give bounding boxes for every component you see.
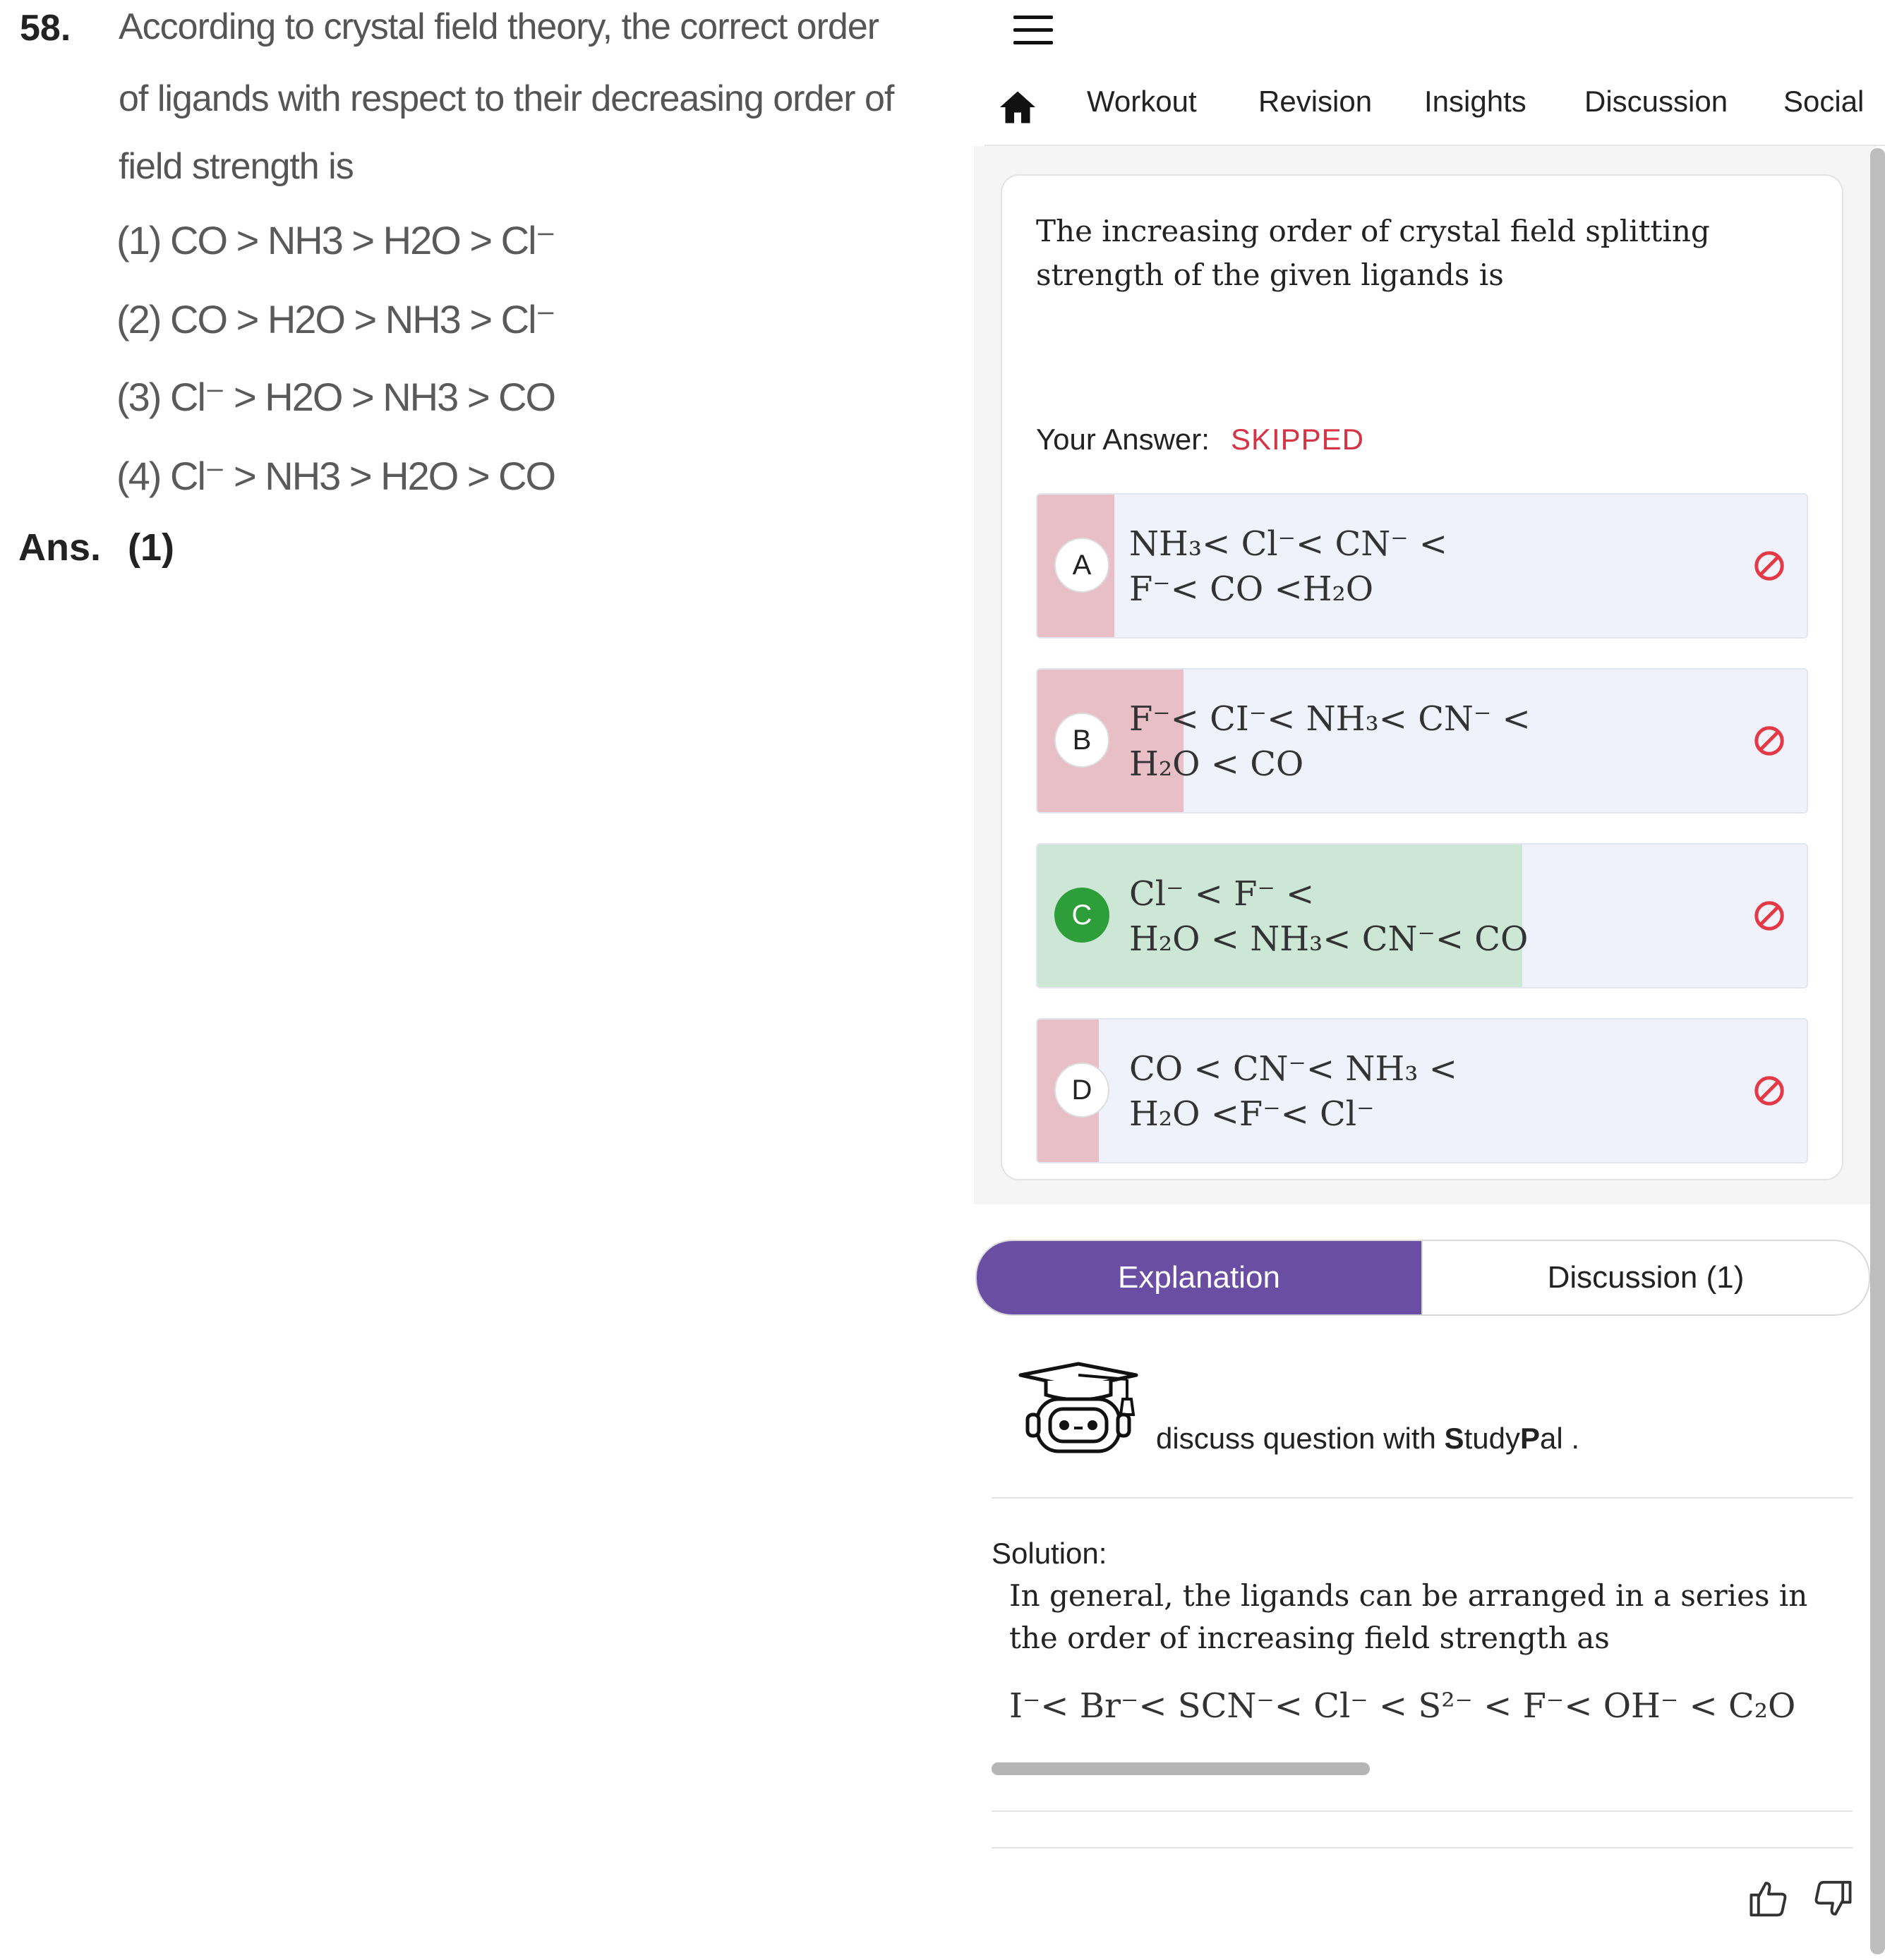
scan-option-text: CO > NH3 > H2O > Cl⁻ <box>170 218 555 262</box>
option-text <box>1129 521 1447 612</box>
scan-option-label: (2) <box>116 297 161 341</box>
tab-explanation[interactable]: Explanation <box>977 1241 1421 1314</box>
menu-icon[interactable] <box>1013 16 1053 47</box>
solution-series: I⁻< Br⁻< SCN⁻< Cl⁻ < S²⁻ < F⁻< OH⁻ < C₂O <box>1009 1686 1796 1726</box>
your-answer-label: Your Answer: <box>1036 423 1210 456</box>
studypal-brand-al: al <box>1539 1422 1563 1455</box>
studypal-prefix: discuss question with <box>1156 1422 1445 1455</box>
nav-workout[interactable]: Workout <box>1087 85 1197 118</box>
option-text <box>1129 1046 1457 1137</box>
thumbs-up-icon[interactable] <box>1747 1877 1790 1920</box>
block-icon <box>1753 1075 1785 1107</box>
option-b[interactable] <box>1036 668 1808 813</box>
scan-option-text: Cl⁻ > H2O > NH3 > CO <box>170 375 555 419</box>
horizontal-scrollbar[interactable] <box>992 1762 1370 1775</box>
option-d[interactable] <box>1036 1018 1808 1163</box>
option-line-2: H₂O <F⁻< Cl⁻ <box>1129 1094 1375 1134</box>
scanned-question <box>0 0 939 1960</box>
scan-option-4 <box>116 453 555 500</box>
scan-option-text: CO > H2O > NH3 > Cl⁻ <box>170 297 555 341</box>
thumbs-down-icon[interactable] <box>1811 1877 1855 1920</box>
divider <box>992 1497 1853 1499</box>
option-letter: A <box>1054 538 1109 593</box>
studypal-link[interactable] <box>1156 1422 1579 1456</box>
explanation-tabs <box>975 1240 1870 1316</box>
question-line-2: of ligands with respect to their decreasing order of <box>119 78 894 119</box>
home-icon[interactable] <box>996 86 1039 128</box>
divider <box>992 1810 1853 1812</box>
nav-discussion[interactable]: Discussion <box>1584 85 1728 118</box>
question-line-1: According to crystal field theory, the correct order <box>119 6 879 47</box>
nav-social[interactable]: Social <box>1783 85 1865 118</box>
scan-option-2 <box>116 296 555 343</box>
scan-option-1 <box>116 217 555 264</box>
scan-option-label: (1) <box>116 218 161 262</box>
top-nav <box>974 79 1885 135</box>
option-line-1: Cl⁻ < F⁻ < <box>1129 874 1315 914</box>
option-line-2: H₂O < CO <box>1129 744 1304 784</box>
scan-option-text: Cl⁻ > NH3 > H2O > CO <box>170 454 555 498</box>
solution-label: Solution: <box>992 1537 1107 1570</box>
studypal-brand-p: P <box>1519 1422 1540 1455</box>
scan-answer <box>18 526 174 569</box>
studypal-suffix: . <box>1562 1422 1580 1455</box>
solution-text: In general, the ligands can be arranged in a series in the order of increasing field strength as <box>1009 1578 1808 1655</box>
scan-option-label: (4) <box>116 454 161 498</box>
option-c[interactable] <box>1036 843 1808 988</box>
studypal-brand-tudy: tudy <box>1464 1422 1520 1455</box>
option-line-1: F⁻< CI⁻< NH₃< CN⁻ < <box>1129 699 1531 739</box>
nav-insights[interactable]: Insights <box>1424 85 1526 118</box>
option-letter: B <box>1054 713 1109 768</box>
option-line-1: NH₃< Cl⁻< CN⁻ < <box>1129 524 1448 564</box>
option-letter: D <box>1054 1063 1109 1118</box>
your-answer-status: SKIPPED <box>1230 423 1365 456</box>
option-line-2: H₂O < NH₃< CN⁻< CO <box>1129 919 1529 959</box>
option-a[interactable] <box>1036 493 1808 639</box>
answer-value: (1) <box>128 526 175 569</box>
question-number: 58. <box>20 8 71 49</box>
divider <box>992 1847 1853 1849</box>
scan-option-3 <box>116 374 555 421</box>
question-card <box>1001 174 1843 1180</box>
block-icon <box>1753 550 1785 582</box>
answer-label: Ans. <box>18 526 102 569</box>
tab-discussion[interactable]: Discussion (1) <box>1547 1260 1745 1295</box>
app-panel <box>974 0 1885 1960</box>
robot-graduate-icon[interactable] <box>1018 1358 1139 1457</box>
option-letter: C <box>1054 888 1109 943</box>
block-icon <box>1753 900 1785 932</box>
option-line-1: CO < CN⁻< NH₃ < <box>1129 1049 1457 1089</box>
question-text: The increasing order of crystal field splitting strength of the given ligands is <box>1036 214 1710 292</box>
studypal-brand-s: S <box>1444 1422 1464 1455</box>
scan-option-label: (3) <box>116 375 161 419</box>
nav-revision[interactable]: Revision <box>1258 85 1373 118</box>
option-line-2: F⁻< CO <H₂O <box>1129 569 1374 609</box>
block-icon <box>1753 725 1785 757</box>
question-line-3: field strength is <box>119 146 354 187</box>
option-text <box>1129 871 1528 962</box>
vertical-scrollbar[interactable] <box>1870 148 1885 1954</box>
option-text <box>1129 696 1531 787</box>
your-answer <box>1036 423 1364 456</box>
